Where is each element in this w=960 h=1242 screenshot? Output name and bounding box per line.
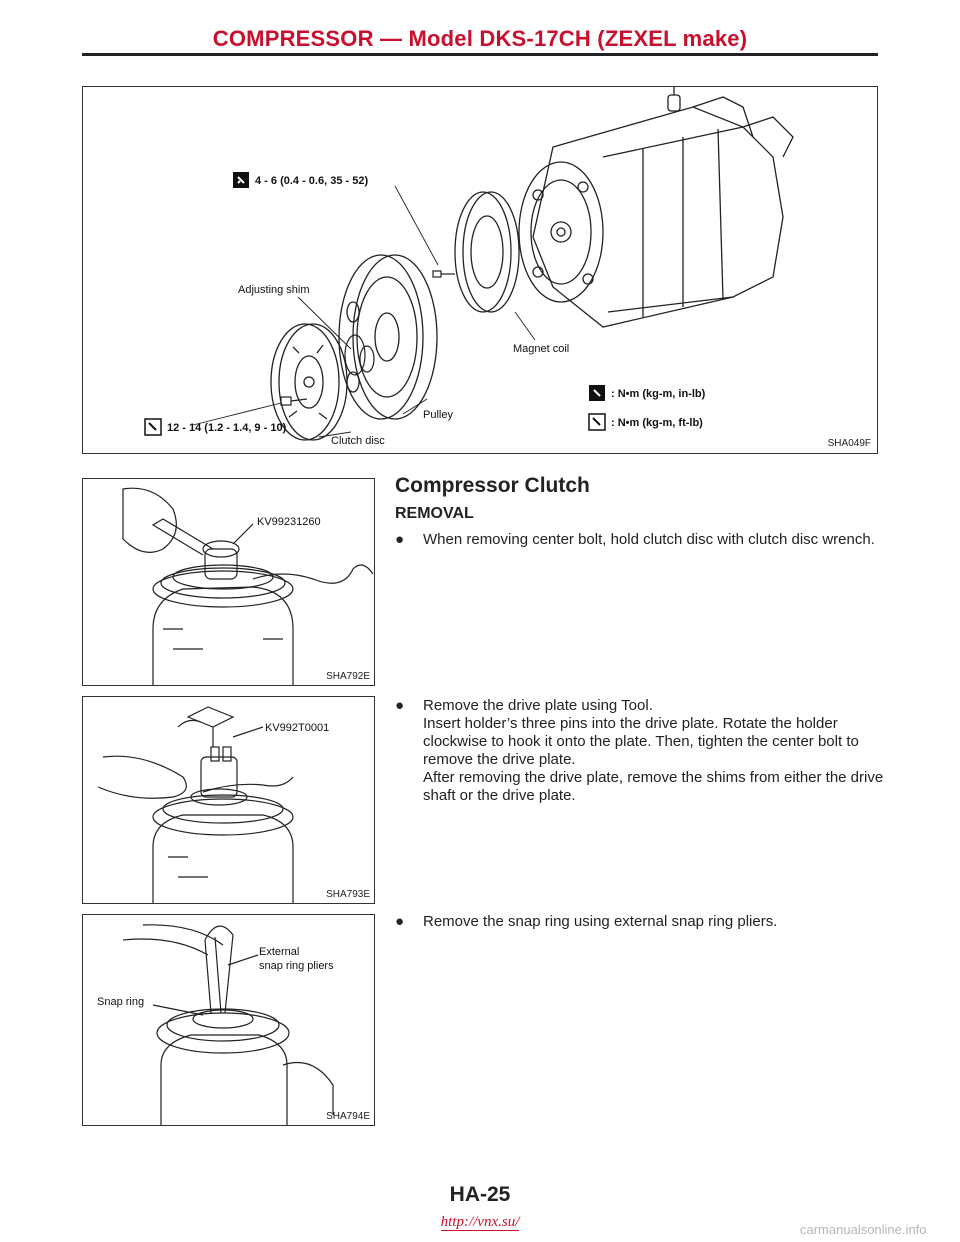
- figure-code: SHA793E: [326, 889, 370, 900]
- figure-code: SHA794E: [326, 1111, 370, 1122]
- step-3-line-1: Remove the snap ring using external snap ring pliers.: [423, 913, 778, 930]
- watermark: carmanualsonline.info: [800, 1222, 927, 1237]
- figure-drive-plate-removal: [82, 696, 375, 904]
- exploded-view-figure: [82, 86, 878, 454]
- figure-clutch-disc-wrench: [82, 478, 375, 686]
- step-3: [395, 913, 887, 931]
- legend-in-lb-icon: [589, 385, 605, 401]
- torque-top-label: 4 - 6 (0.4 - 0.6, 35 - 52): [255, 175, 369, 187]
- bullet-mark: ●: [395, 697, 405, 714]
- torque-in-lb-icon: [233, 172, 249, 188]
- tool-kv992t0001-label: KV992T0001: [265, 722, 330, 734]
- tool-kv99231260-label: KV99231260: [257, 516, 321, 528]
- page-header-title: COMPRESSOR — Model DKS-17CH (ZEXEL make): [212, 26, 748, 51]
- bullet-mark: ●: [395, 531, 405, 548]
- drive-plate-removal-drawing: [83, 697, 376, 905]
- snap-ring-removal-drawing: [83, 915, 376, 1127]
- legend-ft-lb-icon: [589, 414, 605, 430]
- adjusting-shim-label: Adjusting shim: [238, 284, 310, 296]
- step-2-line-2: Insert holder’s three pins into the drive plate. Rotate the holder clockwise to hook it onto the plate. Then, tighten the center bolt to remove the drive plate.: [423, 715, 859, 768]
- clutch-disc-wrench-drawing: [83, 479, 376, 687]
- header-rule: [82, 53, 878, 56]
- legend-in-lb-label: : N•m (kg-m, in-lb): [611, 388, 706, 400]
- bullet-mark: ●: [395, 913, 405, 930]
- external-label: External: [259, 946, 300, 958]
- step-2-line-3: After removing the drive plate, remove the shims from either the drive shaft or the drive plate.: [423, 769, 884, 804]
- figure-code: SHA792E: [326, 671, 370, 682]
- page-number: HA-25: [449, 1183, 511, 1206]
- snap-ring-label: Snap ring: [97, 996, 145, 1008]
- step-2-line-1: Remove the drive plate using Tool.: [423, 697, 653, 714]
- torque-ft-lb-icon: [145, 419, 161, 435]
- magnet-coil-label: Magnet coil: [513, 343, 570, 355]
- step-1: [395, 531, 887, 549]
- exploded-view-drawing: [83, 87, 879, 455]
- footer-url-link[interactable]: http://vnx.su/: [440, 1214, 520, 1230]
- section-subtitle: REMOVAL: [395, 505, 474, 522]
- figure-code: SHA049F: [827, 438, 871, 449]
- step-1-line-1: When removing center bolt, hold clutch disc with clutch disc wrench.: [423, 531, 875, 548]
- figure-snap-ring-removal: [82, 914, 375, 1126]
- section-title: Compressor Clutch: [395, 474, 590, 497]
- snap-ring-pliers-label: snap ring pliers: [259, 960, 334, 972]
- pulley-label: Pulley: [423, 409, 453, 421]
- step-2: [395, 697, 887, 805]
- torque-bottom-label: 12 - 14 (1.2 - 1.4, 9 - 10): [167, 422, 287, 434]
- clutch-disc-label: Clutch disc: [331, 435, 385, 447]
- legend-ft-lb-label: : N•m (kg-m, ft-lb): [611, 417, 703, 429]
